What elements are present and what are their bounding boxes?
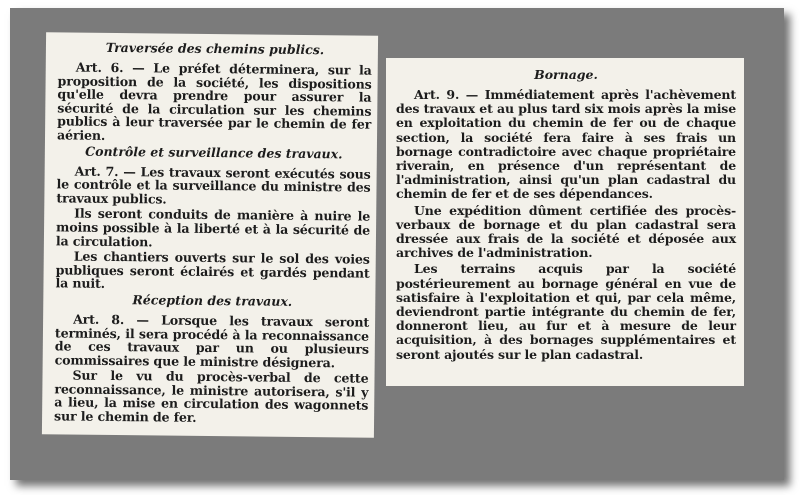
article-9-para-2: Une expédition dûment certifiée des procès-verbaux de bornage et du plan cadastral sera dressée aux frais de la société et déposée aux archives de l'administration. <box>396 202 736 261</box>
heading-traversee: Traversée des chemins publics. <box>105 39 325 58</box>
article-6: Art. 6. — Le préfet déterminera, sur la proposition de la société, les dispositions qu'elle devra prendre pour assurer la sécurité de la circulation sur les chemins publics à leur traversée par le chemin de fer aérien. <box>56 59 372 143</box>
article-9-para-3: Les terrains acquis par la société postérieurement au bornage général en vue de satisfaire à l'exploitation et qui, par cela même, deviendront partie intégrante du chemin de fer, donneront lieu, au fur et à mesure de leur acquisition, à des bornages supplémentaires et seront ajoutés sur le plan cadastral. <box>396 261 736 362</box>
article-9: Art. 9. — Immédiatement après l'achèvement des travaux et au plus tard six mois après la mise en exploitation du chemin de fer ou de chaque section, la société fera faire à ses frais un bornage contradictoire avec chaque propriétaire riverain, en présence d'un représentant de l'administration, ainsi qu'un plan cadastral du chemin de fer et de ses dépendances. <box>396 87 736 202</box>
left-clipping <box>42 32 378 437</box>
right-clipping <box>386 58 744 386</box>
heading-bornage: Bornage. <box>534 67 598 82</box>
gray-frame <box>10 8 784 480</box>
article-8-para-2: Sur le vu du procès-verbal de cette reconnaissance, le ministre autorisera, s'il y a lieu, la mise en circulation des wagonnets sur le chemin de fer. <box>54 367 369 425</box>
heading-reception: Réception des travaux. <box>132 292 293 309</box>
article-7-para-2: Ils seront conduits de manière à nuire le moins possible à la liberté et à la sécurité de la circulation. <box>55 205 371 249</box>
article-7-para-3: Les chantiers ouverts sur le sol des voies publiques seront éclairés et gardés pendant la nuit. <box>55 248 370 292</box>
heading-controle: Contrôle et surveillance des travaux. <box>85 143 343 161</box>
article-8: Art. 8. — Lorsque les travaux seront terminés, il sera procédé à la reconnaissance de ces travaux par un ou plusieurs commissaires que le ministre désignera. <box>54 311 370 371</box>
article-7: Art. 7. — Les travaux seront exécutés sous le contrôle et la surveillance du ministre des travaux publics. <box>56 163 371 207</box>
